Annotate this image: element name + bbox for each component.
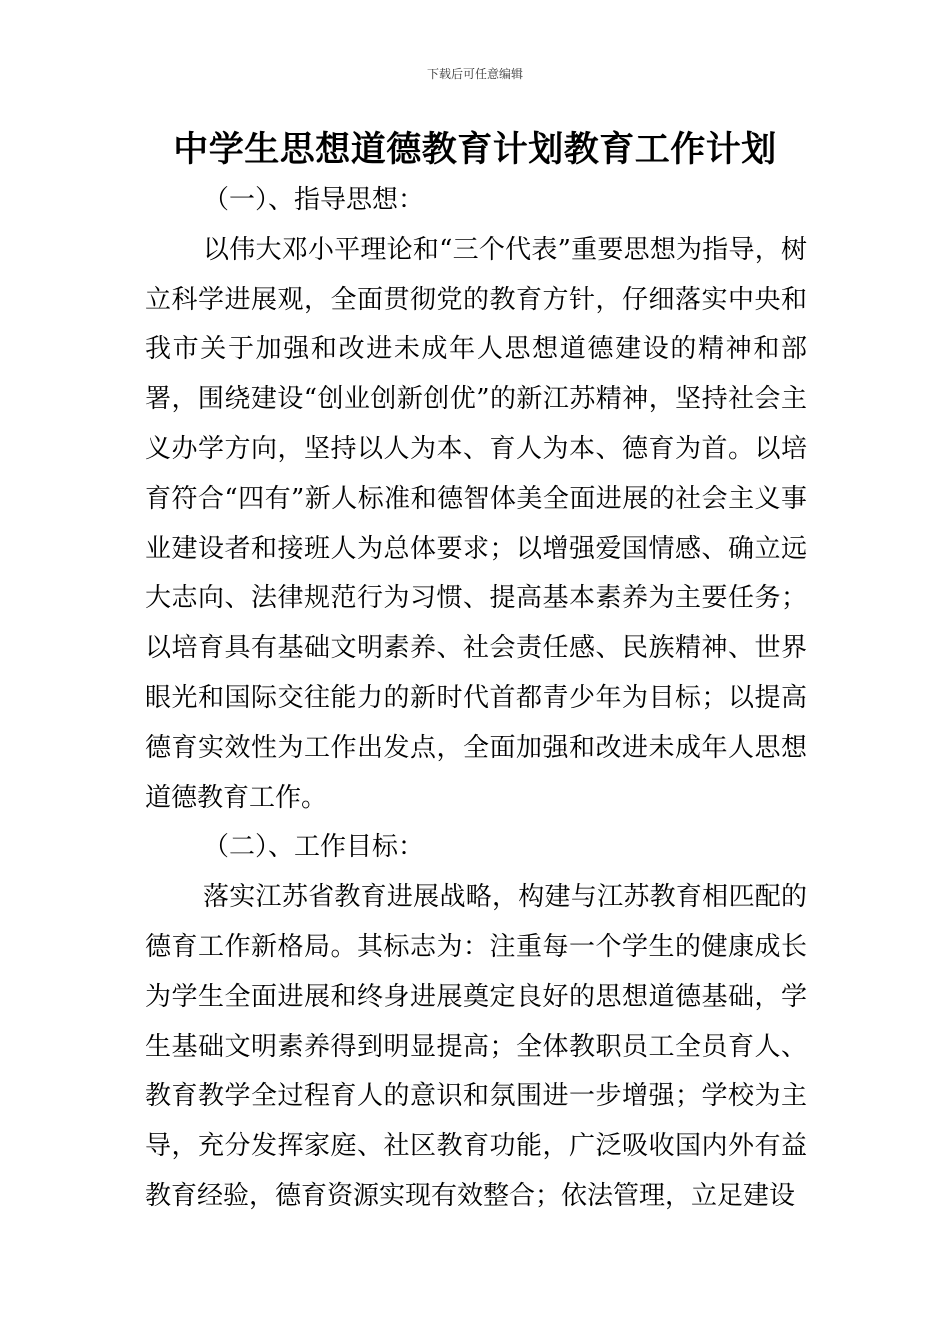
document-body xyxy=(145,176,807,1222)
section-paragraph-work-goals: 落实江苏省教育进展战略，构建与江苏教育相匹配的德育工作新格局。其标志为：注重每一个学生的健康成长为学生全面进展和终身进展奠定良好的思想道德基础，学生基础文明素养得到明显提高；全体教职员工全员育人、教育教学全过程育人的意识和氛围进一步增强；学校为主导，充分发挥家庭、社区教育功能，广泛吸收国内外有益教育经验，德育资源实现有效整合；依法管理，立足建设 xyxy=(145,882,807,1211)
header-note: 下载后可任意编辑 xyxy=(426,67,523,81)
document-title: 中学生思想道德教育计划教育工作计划 xyxy=(173,130,777,170)
section-heading-guiding-ideology: （一）、指导思想： xyxy=(203,185,425,215)
section-heading-work-goals: （二）、工作目标： xyxy=(203,832,425,863)
section-paragraph-guiding-ideology: 以伟大邓小平理论和“三个代表”重要思想为指导，树立科学进展观，全面贯彻党的教育方针，仔细落实中央和我市关于加强和改进未成年人思想道德建设的精神和部署，围绕建设“创业创新创优”的新江苏精神，坚持社会主义办学方向，坚持以人为本、育人为本、德育为首。以培育符合“四有”新人标准和德智体美全面进展的社会主义事业建设者和接班人为总体要求；以增强爱国情感、确立远大志向、法律规范行为习惯、提高基本素养为主要任务；以培育具有基础文明素养、社会责任感、民族精神、世界眼光和国际交往能力的新时代首都青少年为目标；以提高德育实效性为工作出发点，全面加强和改进未成年人思想道德教育工作。 xyxy=(145,234,807,813)
